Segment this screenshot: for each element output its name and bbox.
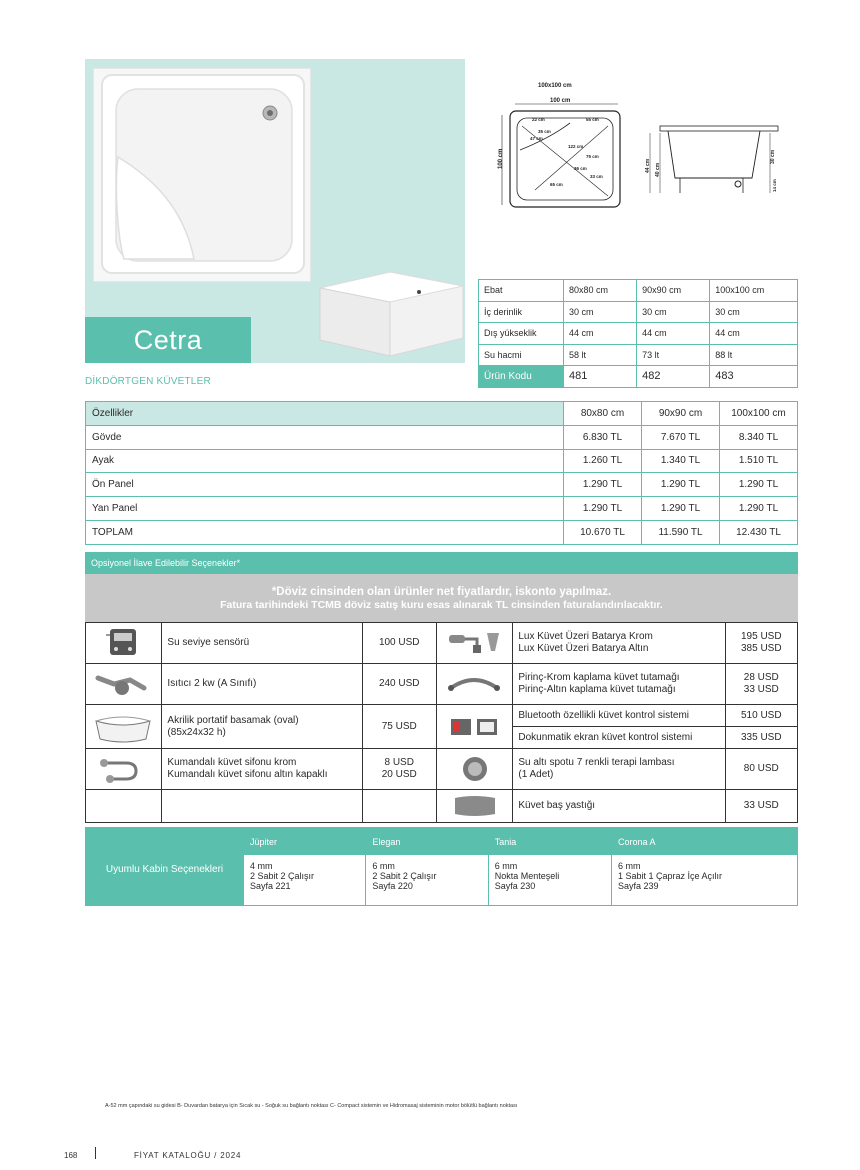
handle-icon <box>436 664 512 705</box>
option-price-line: 28 USD <box>743 672 779 683</box>
product-category: DİKDÖRTGEN KÜVETLER <box>85 376 211 387</box>
page-separator <box>95 1147 96 1159</box>
product-code-cell: 483 <box>710 366 798 388</box>
pricing-cell: 6.830 TL <box>564 425 642 449</box>
cabin-detail-line: 6 mm <box>494 861 518 871</box>
dimensions-header-cell: Ebat <box>479 280 564 302</box>
pricing-row <box>86 473 798 497</box>
faucet-icon <box>436 623 512 664</box>
drawing-h-outer: 44 cm <box>645 158 651 173</box>
option-line: Lux Küvet Üzeri Batarya Altın <box>518 643 649 654</box>
option-row <box>86 623 798 664</box>
step-icon <box>86 705 162 749</box>
option-line: Bluetooth özellikli küvet kontrol sistemi <box>518 709 689 721</box>
dimensions-table <box>478 279 798 388</box>
dimensions-row <box>479 344 798 366</box>
options-header: Opsiyonel İlave Edilebilir Seçenekler* <box>85 552 798 574</box>
pricing-header-cell: 90x90 cm <box>642 402 720 426</box>
dimensions-cell: 44 cm <box>637 323 710 345</box>
dimensions-cell: 58 lt <box>564 344 637 366</box>
option-line: Kumandalı küvet sifonu altın kapaklı <box>167 769 328 780</box>
option-price <box>362 664 436 705</box>
pricing-cell: 7.670 TL <box>642 425 720 449</box>
option-row <box>86 664 798 705</box>
dimensions-cell: 30 cm <box>564 301 637 323</box>
drawing-h-leg: 14 cm <box>772 179 777 192</box>
option-price-line: 510 USD <box>740 709 782 721</box>
currency-notice <box>85 574 798 622</box>
drawing-bottom: 65 cm <box>550 182 563 187</box>
options-table <box>85 622 798 823</box>
option-price <box>725 664 797 705</box>
option-row <box>86 705 798 727</box>
drawing-diag-mid: 75 cm <box>586 154 599 159</box>
cabin-detail-line: Sayfa 220 <box>372 881 413 891</box>
pricing-row-label: Yan Panel <box>86 497 564 521</box>
product-code-row <box>479 366 798 388</box>
cabin-detail-line: 2 Sabit 2 Çalışır <box>372 871 437 881</box>
pricing-cell: 12.430 TL <box>720 520 798 544</box>
cabin-detail-line: Sayfa 221 <box>250 881 291 891</box>
pricing-cell: 1.260 TL <box>564 449 642 473</box>
option-desc <box>513 705 725 727</box>
dimensions-row-label: İç derinlik <box>479 301 564 323</box>
pillow-icon <box>436 790 512 823</box>
option-line: (85x24x32 h) <box>167 726 226 738</box>
option-line: Su altı spotu 7 renkli terapi lambası <box>518 757 675 768</box>
pricing-cell: 1.290 TL <box>642 497 720 521</box>
dimensions-cell: 30 cm <box>710 301 798 323</box>
option-line: (1 Adet) <box>518 769 554 780</box>
drawing-h-depth: 30 cm <box>770 149 776 164</box>
option-price-line: 100 USD <box>378 637 420 648</box>
pricing-header-cell: 100x100 cm <box>720 402 798 426</box>
product-photo-top <box>93 68 311 282</box>
option-row <box>86 790 798 823</box>
pricing-cell: 1.290 TL <box>720 497 798 521</box>
cabin-details <box>244 855 366 906</box>
pricing-cell: 1.290 TL <box>564 473 642 497</box>
pricing-row <box>86 497 798 521</box>
cabin-name: Corona A <box>611 828 797 855</box>
option-line: Lux Küvet Üzeri Batarya Krom <box>518 631 653 642</box>
option-desc <box>162 623 362 664</box>
cabin-detail-line: 4 mm <box>250 861 273 871</box>
option-line: Akrilik portatif basamak (oval) <box>167 714 299 726</box>
pricing-cell: 8.340 TL <box>720 425 798 449</box>
pricing-row-label: TOPLAM <box>86 520 564 544</box>
compatible-cabins-table <box>85 827 798 906</box>
cabin-details <box>488 855 611 906</box>
drawing-diag-long: 122 cm <box>568 144 584 149</box>
drawing-seat-len: 47 cm <box>530 136 543 141</box>
option-line: Pirinç-Altın kaplama küvet tutamağı <box>518 684 676 695</box>
pricing-row <box>86 425 798 449</box>
option-line: Su seviye sensörü <box>167 637 250 648</box>
option-price-line: 385 USD <box>740 643 782 654</box>
option-price-line: 33 USD <box>743 684 779 695</box>
cabin-detail-line: 1 Sabit 1 Çapraz İçe Açılır <box>617 871 723 881</box>
pricing-cell: 1.340 TL <box>642 449 720 473</box>
dimensions-row-label: Su hacmi <box>479 344 564 366</box>
pricing-header-cell: Özellikler <box>86 402 564 426</box>
pricing-cell: 1.290 TL <box>720 473 798 497</box>
option-price <box>725 790 797 823</box>
option-desc <box>162 749 362 790</box>
dimensions-header-row <box>479 280 798 302</box>
option-line: Pirinç-Krom kaplama küvet tutamağı <box>518 672 680 683</box>
option-price <box>725 727 797 749</box>
empty-price-cell <box>362 790 436 823</box>
option-line: Küvet baş yastığı <box>518 800 596 811</box>
control-panel-icon <box>436 705 512 749</box>
pricing-header-row <box>86 402 798 426</box>
option-desc <box>162 705 362 749</box>
cabin-detail-line: Nokta Menteşeli <box>494 871 560 881</box>
cabin-detail-line: Sayfa 230 <box>494 881 536 891</box>
dimensions-cell: 44 cm <box>710 323 798 345</box>
product-code-cell: 481 <box>564 366 637 388</box>
catalog-title: FİYAT KATALOĞU / 2024 <box>134 1151 242 1160</box>
cabin-details <box>611 855 797 906</box>
notice-line-2: Fatura tarihindeki TCMB döviz satış kuru esas alınarak TL cinsinden faturalandırılacaktır. <box>220 599 663 611</box>
drawing-depth-label: 100 cm <box>498 148 504 169</box>
drawing-diag-short: 36 cm <box>574 166 587 171</box>
empty-desc-cell <box>162 790 362 823</box>
option-desc <box>513 623 725 664</box>
drawing-seg-a: 22 cm <box>532 117 545 122</box>
option-desc <box>513 790 725 823</box>
pricing-row-label: Gövde <box>86 425 564 449</box>
pricing-row-label: Ayak <box>86 449 564 473</box>
cabins-header-row <box>86 828 798 855</box>
option-price-line: 240 USD <box>378 678 420 689</box>
dimensions-row <box>479 301 798 323</box>
pricing-table <box>85 401 798 545</box>
option-line: Dokunmatik ekran küvet kontrol sistemi <box>518 731 693 743</box>
cabin-details <box>366 855 488 906</box>
dimensions-row-label: Dış yükseklik <box>479 323 564 345</box>
product-photo-side <box>315 268 465 358</box>
underwater-light-icon <box>436 749 512 790</box>
option-price <box>725 623 797 664</box>
pricing-cell: 1.510 TL <box>720 449 798 473</box>
empty-icon-cell <box>86 790 162 823</box>
dimensions-cell: 30 cm <box>637 301 710 323</box>
option-row <box>86 749 798 790</box>
cabin-detail-line: 2 Sabit 2 Çalışır <box>250 871 315 881</box>
notice-line-1: *Döviz cinsinden olan ürünler net fiyatlardır, iskonto yapılmaz. <box>271 586 612 598</box>
option-desc <box>513 727 725 749</box>
option-price-line: 8 USD <box>384 757 414 768</box>
dimensions-cell: 88 lt <box>710 344 798 366</box>
option-price-line: 75 USD <box>381 720 417 732</box>
technical-drawing <box>490 78 800 213</box>
option-price <box>725 705 797 727</box>
option-price-line: 80 USD <box>743 763 779 774</box>
option-desc <box>162 664 362 705</box>
water-level-sensor-icon <box>86 623 162 664</box>
drawing-seg-b: 55 cm <box>586 117 599 122</box>
heater-icon <box>86 664 162 705</box>
cabin-name: Jüpiter <box>244 828 366 855</box>
cabin-detail-line: 6 mm <box>372 861 395 871</box>
option-line: Isıtıcı 2 kw (A Sınıfı) <box>167 678 257 689</box>
option-price <box>362 623 436 664</box>
pricing-total-row <box>86 520 798 544</box>
pricing-row <box>86 449 798 473</box>
dimensions-header-cell: 100x100 cm <box>710 280 798 302</box>
product-code-label: Ürün Kodu <box>479 366 564 388</box>
drawing-corner: 35 cm <box>538 129 551 134</box>
option-desc <box>513 749 725 790</box>
drawing-width-label: 100 cm <box>550 98 571 104</box>
pricing-row-label: Ön Panel <box>86 473 564 497</box>
option-price-line: 33 USD <box>743 800 779 811</box>
pricing-header-cell: 80x80 cm <box>564 402 642 426</box>
dimensions-row <box>479 323 798 345</box>
pricing-cell: 10.670 TL <box>564 520 642 544</box>
option-price-line: 195 USD <box>740 631 782 642</box>
cabin-detail-line: 6 mm <box>617 861 641 871</box>
siphon-icon <box>86 749 162 790</box>
dimensions-header-cell: 80x80 cm <box>564 280 637 302</box>
option-line: Kumandalı küvet sifonu krom <box>167 757 297 768</box>
option-price-line: 20 USD <box>381 769 417 780</box>
page-number: 168 <box>64 1151 78 1160</box>
option-price <box>362 705 436 749</box>
pricing-cell: 11.590 TL <box>642 520 720 544</box>
option-price-line: 335 USD <box>740 731 782 743</box>
cabin-name: Tania <box>488 828 611 855</box>
dimensions-cell: 73 lt <box>637 344 710 366</box>
drawing-h-inner: 40 cm <box>655 162 661 177</box>
footnote: A-52 mm çapındaki su gidesi B- Duvardan batarya için Sıcak su - Soğuk su bağlantı noktası C- Compact sistemin ve Hidromasaj sisteminin motor bölütlü bağlantı noktası <box>105 1103 518 1109</box>
option-desc <box>513 664 725 705</box>
cabin-name: Elegan <box>366 828 488 855</box>
option-price <box>725 749 797 790</box>
drawing-size-label: 100x100 cm <box>538 83 572 89</box>
pricing-cell: 1.290 TL <box>564 497 642 521</box>
drawing-corner2: 33 cm <box>590 174 603 179</box>
product-code-cell: 482 <box>637 366 710 388</box>
pricing-cell: 1.290 TL <box>642 473 720 497</box>
dimensions-header-cell: 90x90 cm <box>637 280 710 302</box>
option-price <box>362 749 436 790</box>
cabins-label: Uyumlu Kabin Seçenekleri <box>86 828 244 906</box>
product-name: Cetra <box>85 317 251 363</box>
dimensions-cell: 44 cm <box>564 323 637 345</box>
cabin-detail-line: Sayfa 239 <box>617 881 659 891</box>
